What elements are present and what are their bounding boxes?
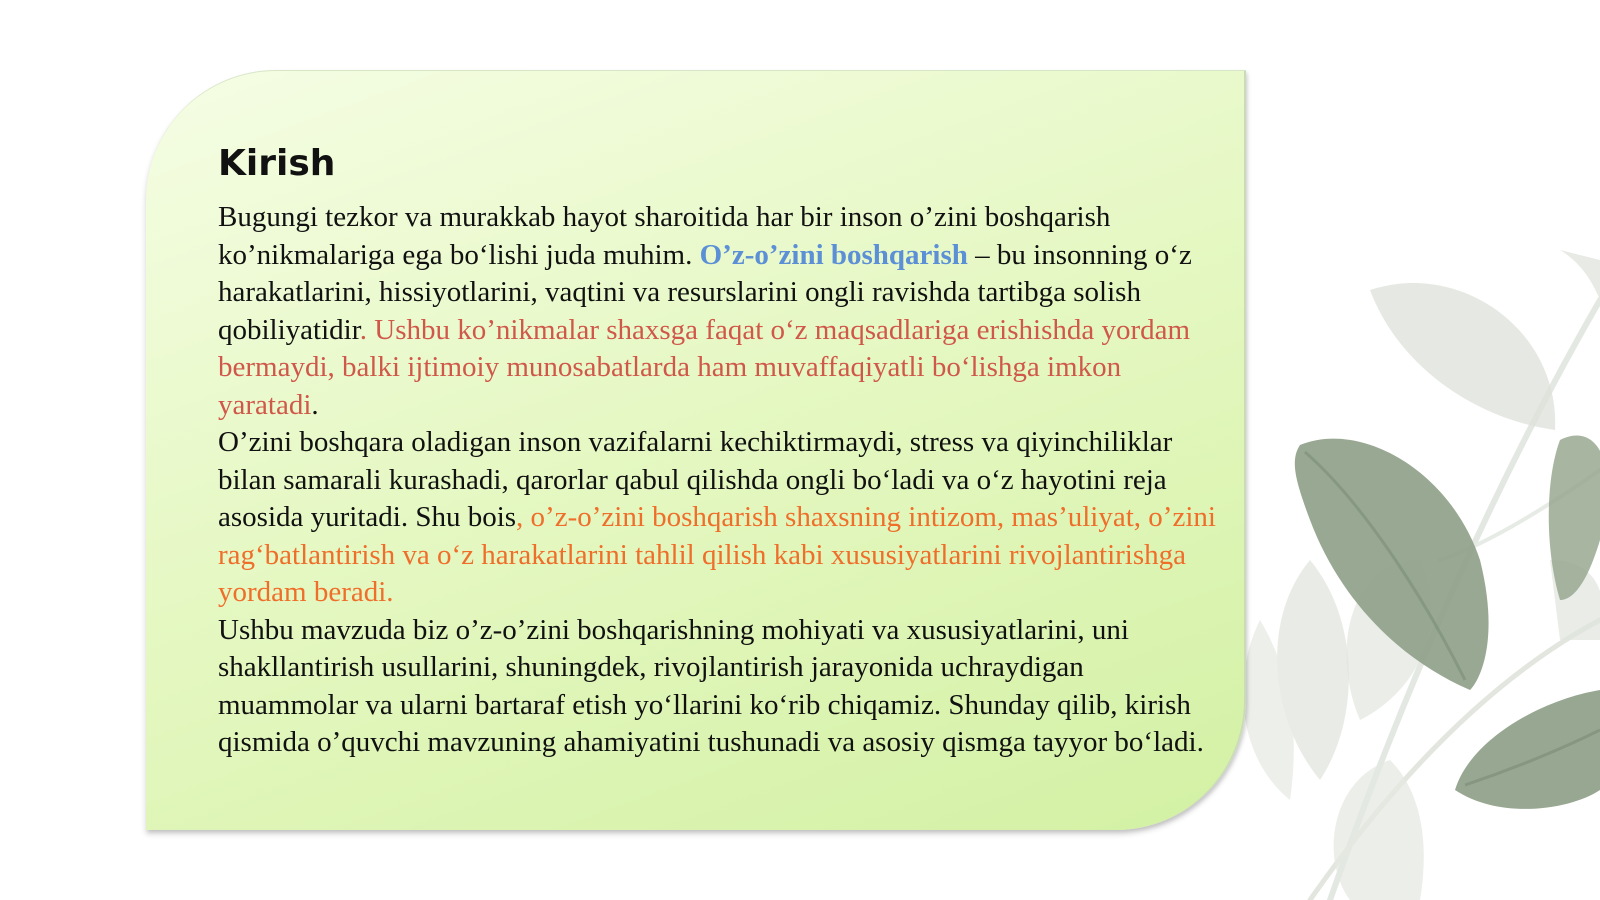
text-run: – bu insonning o‘z harakatlarini, hissiyotlarini, vaqtini va resurslarini ongli ravishda tartibga solish qobiliyatidir [218,238,1192,346]
content-card [146,70,1246,830]
paragraph-1 [218,199,1218,424]
text-run: . [311,388,319,421]
text-run: O’zini boshqara oladigan inson vazifalarni kechiktirmaydi, stress va qiyinchiliklar bilan samarali kurashadi, qarorlar qabul qilishda ongli bo‘ladi va o‘z hayotini reja asosida yuritadi. Shu bois [218,426,1173,533]
slide-body [218,199,1218,762]
paragraph-3 [218,612,1218,762]
paragraph-2 [218,424,1218,612]
text-run: Ushbu mavzuda biz o’z-o’zini boshqarishning mohiyati va xususiyatlarini, uni shakllantirish usullarini, shuningdek, rivojlantirish jarayonida uchraydigan muammolar va ularni bartaraf etish yo‘llarini ko‘rib chiqamiz. Shunday qilib, kirish qismida o’quvchi mavzuning ahamiyatini tushunadi va asosiy qismga tayyor bo‘ladi. [218,613,1204,758]
highlight-orange-text: , o’z-o’zini boshqarish shaxsning intizom, mas’uliyat, o’zini rag‘batlantirish va o‘z harakatlarini tahlil qilish kabi xususiyatlarini rivojlantirishga yordam beradi. [218,501,1216,608]
text-run: Bugungi tezkor va murakkab hayot sharoitida har bir inson o’zini boshqarish ko’nikmalariga ega bo‘lishi juda muhim. [218,201,1111,271]
highlight-red-text: . Ushbu ko’nikmalar shaxsga faqat o‘z maqsadlariga erishishda yordam bermaydi, balki ijtimoiy munosabatlarda ham muvaffaqiyatli bo‘lishga imkon yaratadi [218,313,1191,421]
slide-title: Kirish [218,143,336,184]
highlight-term: O’z-o’zini boshqarish [699,238,968,271]
